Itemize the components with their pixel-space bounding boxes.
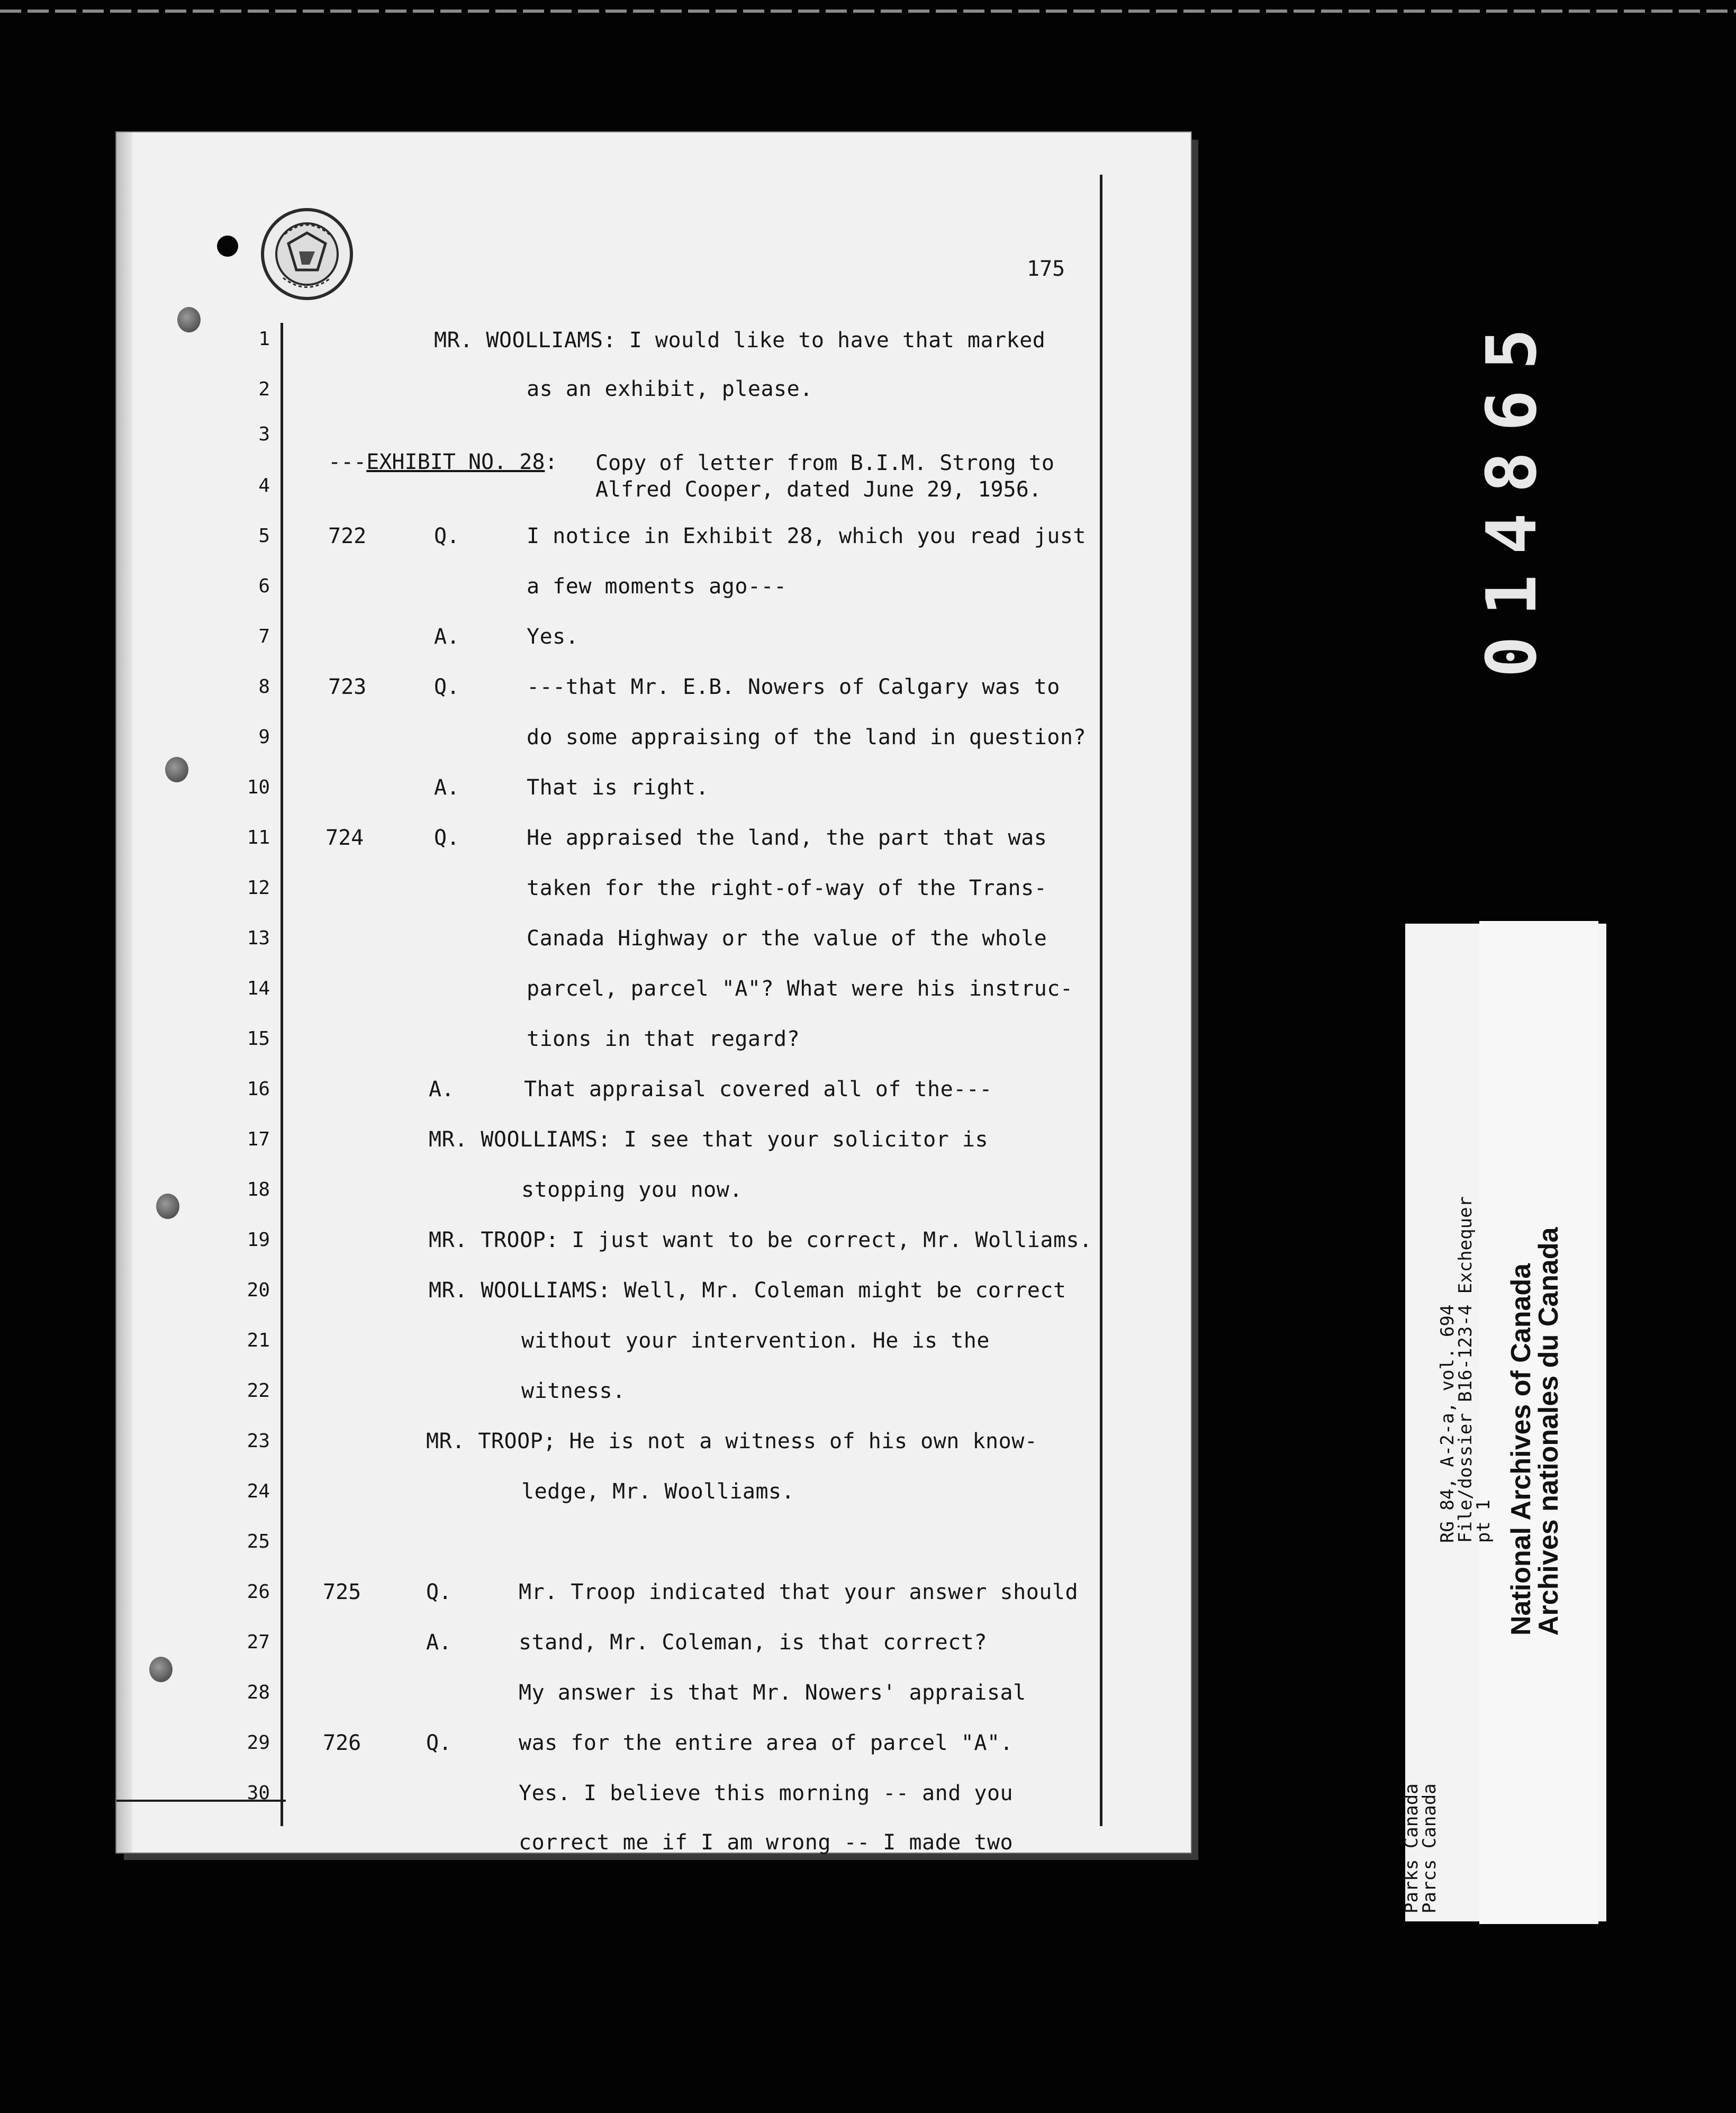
line-number: 7 (258, 626, 270, 647)
question-number: 726 (323, 1731, 361, 1755)
line-number: 23 (247, 1430, 270, 1452)
speaker-label: A. (434, 625, 460, 649)
line-number: 3 (258, 423, 270, 445)
question-number: 724 (326, 826, 364, 850)
transcript-line: I notice in Exhibit 28, which you read just (527, 524, 1087, 548)
ink-smudge (165, 757, 188, 782)
exhibit-description (595, 450, 1054, 503)
film-edge-marks (0, 10, 1736, 13)
exhibit-description-line: Copy of letter from B.I.M. Strong to (595, 451, 1054, 475)
line-number: 18 (247, 1179, 270, 1200)
transcription-seal-icon (259, 206, 355, 302)
archive-reference (1439, 1196, 1493, 1543)
punch-hole (217, 236, 238, 257)
transcript-line: a few moments ago--- (527, 574, 787, 599)
transcript-line: He appraised the land, the part that was (527, 826, 1047, 850)
line-number: 29 (247, 1732, 270, 1754)
transcript-line: stopping you now. (521, 1178, 743, 1202)
line-number: 5 (258, 525, 270, 547)
speaker-label: Q. (434, 826, 460, 850)
speaker-label: Q. (434, 524, 460, 548)
line-number: 2 (258, 378, 270, 400)
line-number: 13 (247, 927, 270, 949)
archive-name-en: National Archives of Canada (1506, 1263, 1536, 1636)
transcript-line: as an exhibit, please. (527, 377, 813, 401)
transcript-line: Mr. Troop indicated that your answer should (519, 1580, 1079, 1604)
line-number: 11 (247, 827, 270, 848)
speaker-label: Q. (426, 1580, 452, 1604)
speaker-label: A. (429, 1077, 455, 1101)
line-number: 25 (247, 1531, 270, 1552)
exhibit-description-line: Alfred Cooper, dated June 29, 1956. (595, 477, 1042, 502)
page-edge (116, 132, 132, 1853)
line-number: 17 (247, 1128, 270, 1150)
transcript-line: parcel, parcel "A"? What were his instruc- (527, 977, 1073, 1001)
transcript-line: do some appraising of the land in question? (527, 725, 1087, 750)
line-number: 9 (258, 726, 270, 748)
line-number: 22 (247, 1380, 270, 1402)
ink-smudge (156, 1194, 179, 1219)
left-margin-rule (281, 323, 283, 1826)
question-number: 725 (323, 1580, 361, 1604)
transcript-line: Yes. I believe this morning -- and you (519, 1781, 1014, 1805)
transcript-line: That appraisal covered all of the--- (524, 1077, 992, 1101)
parks-name-en: Parks Canada (1401, 1783, 1422, 1913)
transcript-line: without your intervention. He is the (521, 1329, 990, 1353)
transcript-line: MR. TROOP: I just want to be correct, Mr. Wolliams. (429, 1228, 1092, 1252)
transcript-line: Canada Highway or the value of the whole (527, 926, 1047, 951)
transcript-line: ledge, Mr. Woolliams. (521, 1479, 795, 1504)
question-number: 723 (328, 675, 367, 699)
line-number: 15 (247, 1028, 270, 1050)
line-number: 6 (258, 575, 270, 597)
transcript-line: stand, Mr. Coleman, is that correct? (519, 1630, 987, 1655)
archive-name-fr: Archives nationales du Canada (1533, 1227, 1564, 1636)
line-number: 10 (247, 776, 270, 798)
transcript-line: MR. WOOLLIAMS: I would like to have that marked (434, 328, 1046, 353)
line-number: 24 (247, 1480, 270, 1502)
line-number: 20 (247, 1279, 270, 1301)
transcript-line: My answer is that Mr. Nowers' appraisal (519, 1681, 1026, 1705)
line-number: 28 (247, 1682, 270, 1703)
parks-name-fr: Parcs Canada (1419, 1783, 1440, 1913)
page-number: 175 (1027, 257, 1065, 281)
line-number: 16 (247, 1078, 270, 1100)
question-number: 722 (328, 524, 367, 548)
line-number: 8 (258, 676, 270, 698)
microfilm-frame-number: 014865 (1471, 308, 1552, 678)
speaker-label: Q. (426, 1731, 452, 1755)
line-number: 21 (247, 1330, 270, 1351)
line-number: 26 (247, 1581, 270, 1603)
line-number: 14 (247, 978, 270, 999)
transcript-page (116, 132, 1191, 1853)
speaker-label: A. (426, 1630, 452, 1655)
speaker-label: Q. (434, 675, 460, 699)
transcript-line: was for the entire area of parcel "A". (519, 1731, 1014, 1755)
transcript-line: tions in that regard? (527, 1027, 800, 1051)
line-number: 19 (247, 1229, 270, 1251)
transcript-line: ---that Mr. E.B. Nowers of Calgary was to (527, 675, 1060, 699)
transcript-line: witness. (521, 1379, 626, 1403)
archive-reference-line: RG 84, A-2-a, vol. 694 (1437, 1304, 1458, 1543)
exhibit-label: ---EXHIBIT NO. 28: (328, 450, 558, 474)
parks-canada-label (1403, 1783, 1439, 1913)
ink-smudge (177, 307, 201, 332)
speaker-label: A. (434, 775, 460, 800)
line-number: 27 (247, 1631, 270, 1653)
transcript-line: MR. TROOP; He is not a witness of his own know- (426, 1429, 1038, 1453)
right-margin-rule (1100, 175, 1102, 1826)
transcript-line: correct me if I am wrong -- I made two (519, 1830, 1014, 1855)
transcript-line: That is right. (527, 775, 709, 800)
archive-reference-line: pt 1 (1473, 1500, 1494, 1543)
transcript-line: Yes. (527, 625, 579, 649)
line-number: 30 (247, 1782, 270, 1804)
line-number: 1 (258, 328, 270, 350)
line-number: 4 (258, 475, 270, 496)
line-number: 12 (247, 877, 270, 899)
archive-reference-line: File/dossier B16-123-4 Exchequer (1455, 1196, 1476, 1543)
transcript-line: taken for the right-of-way of the Trans- (527, 876, 1047, 900)
national-archives-name (1507, 1227, 1562, 1636)
ink-smudge (149, 1657, 173, 1682)
transcript-line: MR. WOOLLIAMS: I see that your solicitor is (429, 1127, 989, 1152)
transcript-line: MR. WOOLLIAMS: Well, Mr. Coleman might be correct (429, 1278, 1066, 1303)
